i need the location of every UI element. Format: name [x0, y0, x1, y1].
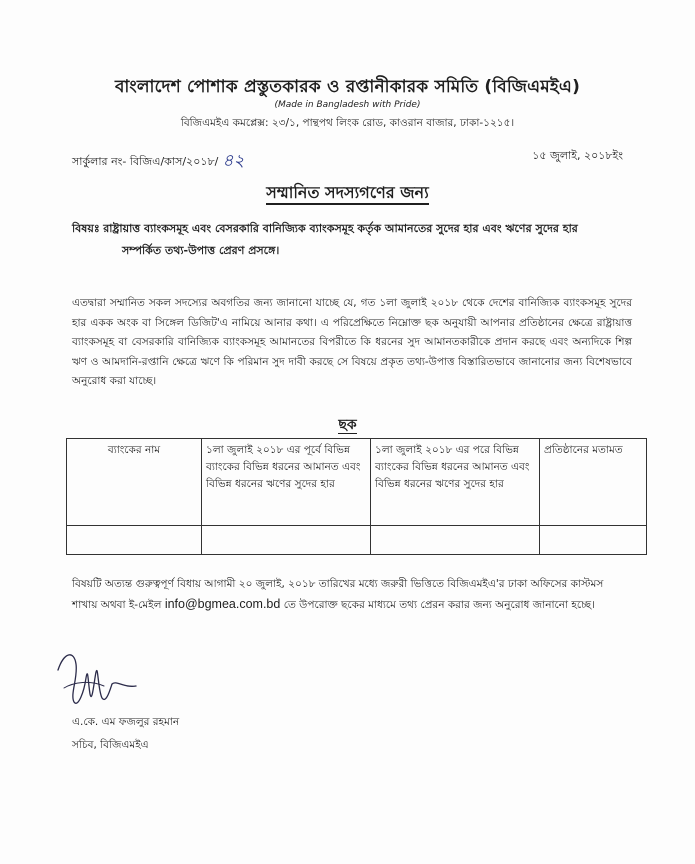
tagline: (Made in Bangladesh with Pride) — [274, 100, 421, 110]
circular-number-handwritten: ৪২ — [222, 151, 245, 171]
information-table — [66, 438, 647, 555]
table-header-row — [67, 439, 647, 526]
body-paragraph: এতদ্বারা সম্মানিত সকল সদস্যের অবগতির জন্য জানানো যাচ্ছে যে, গত ১লা জুলাই ২০১৮ থেকে দেশের বানিজ্যিক ব্যাংকসমূহ সুদের হার একক অংক বা সিঙ্গেল ডিজিট'এ নামিয়ে আনার কথা। এ পরিপ্রেক্ষিতে নিম্নোক্ত ছক অনুযায়ী আপনার প্রতিষ্ঠানের ক্ষেত্রে রাষ্ট্রায়াত্ত ব্যাংকসমূহ বা বেসরকারি বানিজ্যিক ব্যাংকসমূহ আমানতের বিপরীতে কি ধরনের সুদ আমানতকারীকে প্রদান করছে এবং অন্যদিকে শিল্প ঋণ ও আমদানি-রপ্তানি ক্ষেত্রে ঋণে কি পরিমান সুদ দাবী করছে সে বিষয়ে প্রকৃত তথ্য-উপাত্ত বিস্তারিতভাবে জানানোর জন্য বিশেষভাবে অনুরোধ করা যাচ্ছে। — [72, 297, 632, 387]
table-cell — [67, 526, 202, 555]
table-cell — [371, 526, 540, 555]
subject-line-1: রাষ্ট্রায়াত্ত ব্যাংকসমূহ এবং বেসরকারি বানিজ্যিক ব্যাংকসমূহ কর্তৃক আমানতের সুদের হার এবং ঋণের সুদের হার — [103, 222, 578, 235]
signatory-name: এ.কে. এম ফজলুর রহমান — [72, 716, 180, 728]
column-header-rate-after: ১লা জুলাই ২০১৮ এর পরে বিভিন্ন ব্যাংকের বিভিন্ন ধরনের আমানত এবং বিভিন্ন ধরনের ঋণের সুদের হার — [371, 439, 540, 526]
heading-text: সম্মানিত সদস্যগণের জন্য — [266, 183, 428, 205]
table-cell — [540, 526, 647, 555]
table-row — [67, 526, 647, 555]
signatory-title: সচিব, বিজিএমইএ — [72, 739, 149, 751]
circular-date: ১৫ জুলাই, ২০১৮ইং — [532, 149, 623, 162]
column-header-bank-name: ব্যাংকের নাম — [67, 439, 202, 526]
closing-text-end: তে উপরোক্ত ছকের মাধ্যমে তথ্য প্রেরন করার জন্য অনুরোধ জানানো হচ্ছে। — [283, 598, 595, 611]
table-title — [0, 413, 695, 437]
column-header-rate-before: ১লা জুলাই ২০১৮ এর পূর্বে বিভিন্ন ব্যাংকের বিভিন্ন ধরনের আমানত এবং বিভিন্ন ধরনের ঋণের সুদের হার — [202, 439, 371, 526]
table-title-text: ছক — [338, 417, 357, 433]
table-cell — [202, 526, 371, 555]
closing-text-start: বিষয়টি অত্যন্ত গুরুত্বপূর্ণ বিধায় আগামী ২০ জুলাই, ২০১৮ তারিখের মধ্যে জরুরী ভিত্তিতে বিজিএমইএ'র ঢাকা অফিসের কাস্টমস শাখায় অথবা ই-মেইল — [72, 578, 604, 611]
organization-name: বাংলাদেশ পোশাক প্রস্তুতকারক ও রপ্তানীকারক সমিতি (বিজিএমইএ) — [114, 77, 581, 97]
organization-address: বিজিএমইএ কমপ্লেক্স: ২৩/১, পান্থপথ লিংক রোড, কাওরান বাজার, ঢাকা-১২১৫। — [180, 117, 515, 129]
circular-number — [72, 147, 244, 175]
subject-line-2: সম্পর্কিত তথ্য-উপাত্ত প্রেরণ প্রসঙ্গে। — [122, 244, 280, 257]
signature-image — [44, 642, 164, 712]
circular-number-prefix: সার্কুলার নং- বিজিএ/কাস/২০১৮/ — [72, 155, 219, 168]
column-header-opinion: প্রতিষ্ঠানের মতামত — [540, 439, 647, 526]
email-address: info@bgmea.com.bd — [164, 596, 281, 611]
closing-paragraph — [72, 575, 632, 615]
subject-block — [72, 218, 632, 262]
document-heading — [0, 180, 695, 207]
subject-label: বিষয়ঃ — [72, 222, 100, 235]
